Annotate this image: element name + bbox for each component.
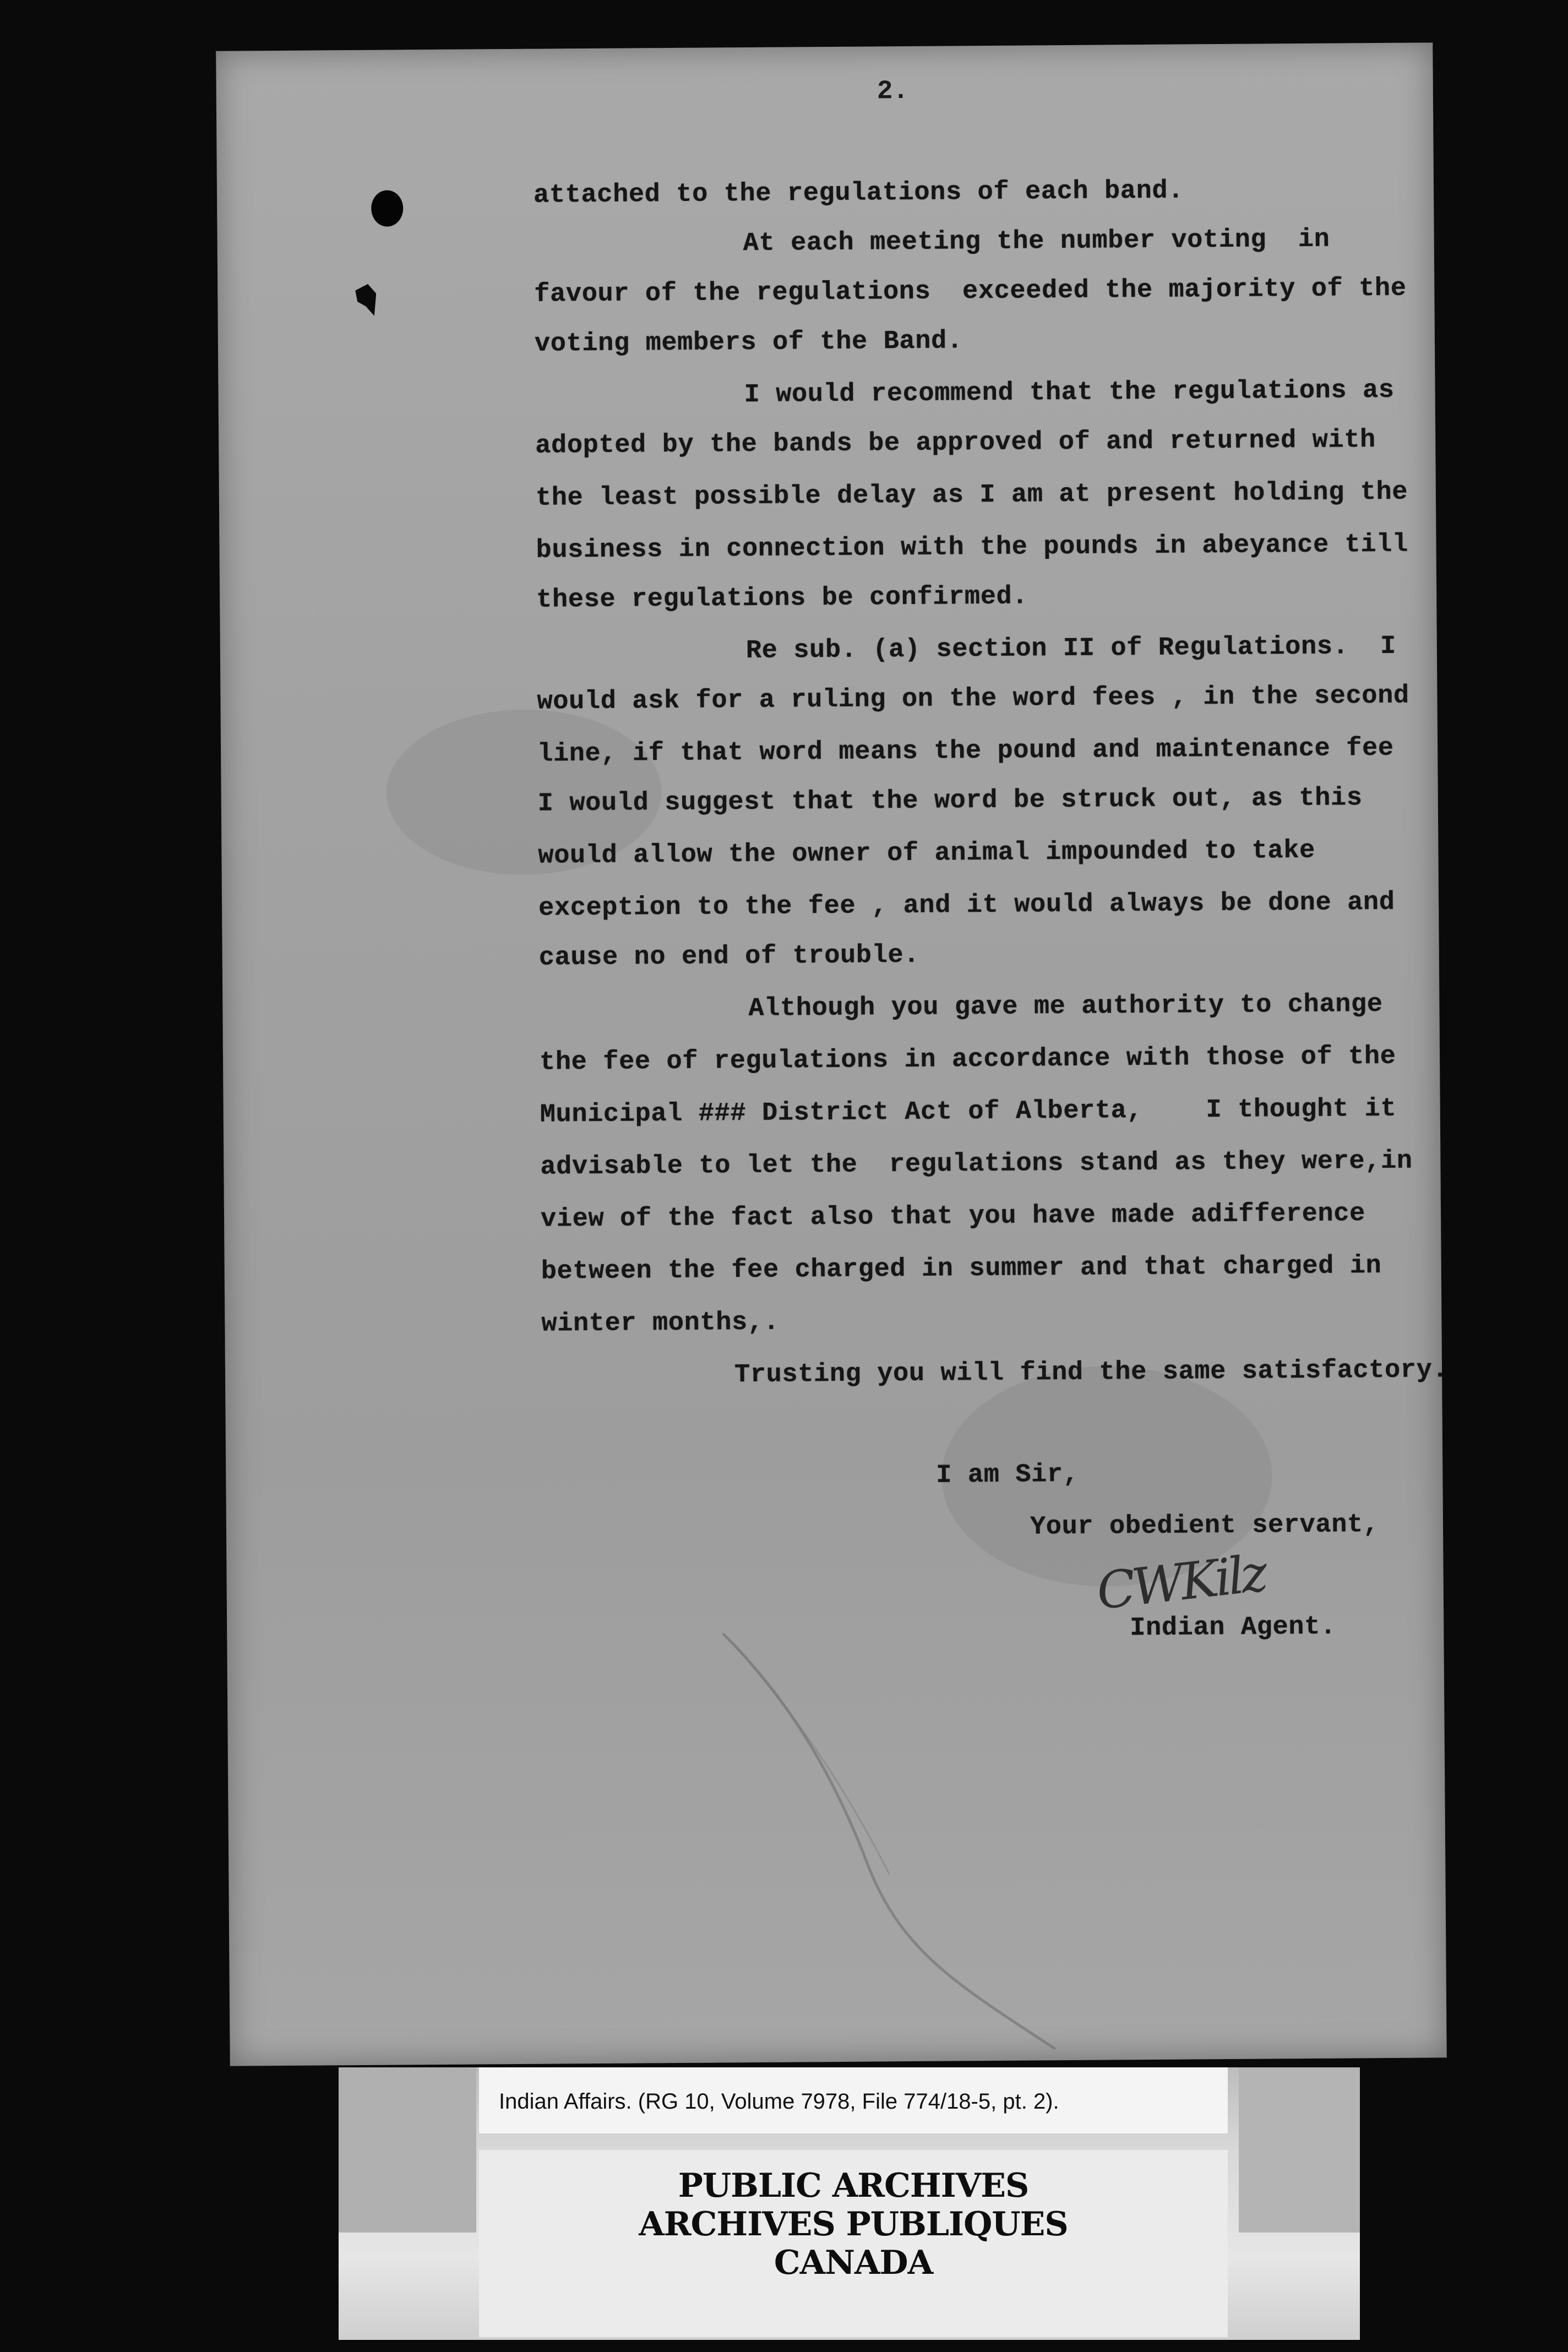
body-line: voting members of the Band. [534,326,963,359]
body-line: business in connection with the pounds in abeyance till [536,530,1409,565]
body-line: would allow the owner of animal impounded to take [538,836,1316,871]
body-line: At each meeting the number voting in [743,225,1330,259]
archive-citation: Indian Affairs. (RG 10, Volume 7978, File 774/18-5, pt. 2). [499,2089,1059,2114]
label-tab-left [339,2067,476,2233]
body-line: I would suggest that the word be struck out, as this [537,783,1363,819]
archives-line-french: ARCHIVES PUBLIQUES [639,2205,1068,2244]
handwritten-signature [1093,1543,1339,1664]
body-line: winter months,. [541,1308,780,1339]
citation-card [479,2067,1228,2133]
page-number: 2. [876,76,909,107]
body-line: I would recommend that the regulations as [744,375,1395,410]
body-line: between the fee charged in summer and that charged in [541,1251,1382,1287]
body-line: the fee of regulations in accordance with those of the [539,1042,1396,1077]
punch-hole-mark [371,190,403,226]
closing-line: I am Sir, [936,1460,1079,1490]
punch-tear-mark [355,284,376,316]
label-tab-right [1239,2067,1360,2233]
body-line: line, if that word means the pound and maintenance fee [537,733,1394,769]
body-line: attached to the regulations of each band. [533,176,1184,210]
valediction-line: Your obedient servant, [1030,1510,1379,1542]
body-line: Re sub. (a) section II of Regulations. I [745,631,1397,666]
body-line: would ask for a ruling on the word fees , in the second [537,681,1409,717]
archives-line-country: CANADA [774,2244,933,2282]
archive-label-strip [339,2067,1360,2340]
body-line: Although you gave me authority to change [748,990,1383,1024]
body-line: Trusting you will find the same satisfactory. [734,1355,1449,1390]
body-line: exception to the fee , and it would always be done and [538,888,1395,923]
body-line: Municipal ### District Act of Alberta, I thought it [540,1094,1397,1130]
typed-letter-page [216,42,1449,2066]
archives-line-english: PUBLIC ARCHIVES [678,2166,1029,2205]
signatory-title: Indian Agent. [1130,1612,1336,1643]
body-line: view of the fact also that you have made adifference [540,1199,1366,1234]
archives-stamp [479,2150,1228,2337]
body-line: adopted by the bands be approved of and returned with [535,426,1376,461]
body-line: advisable to let the regulations stand as they were,in [540,1146,1413,1182]
body-line: cause no end of trouble. [538,940,920,973]
body-line: favour of the regulations exceeded the majority of the [534,274,1407,309]
body-line: the least possible delay as I am at present holding the [535,477,1408,513]
signature-scrawl: CWKilz [1093,1543,1267,1621]
body-line: these regulations be confirmed. [536,582,1028,615]
paper-crease [722,1631,1055,2051]
